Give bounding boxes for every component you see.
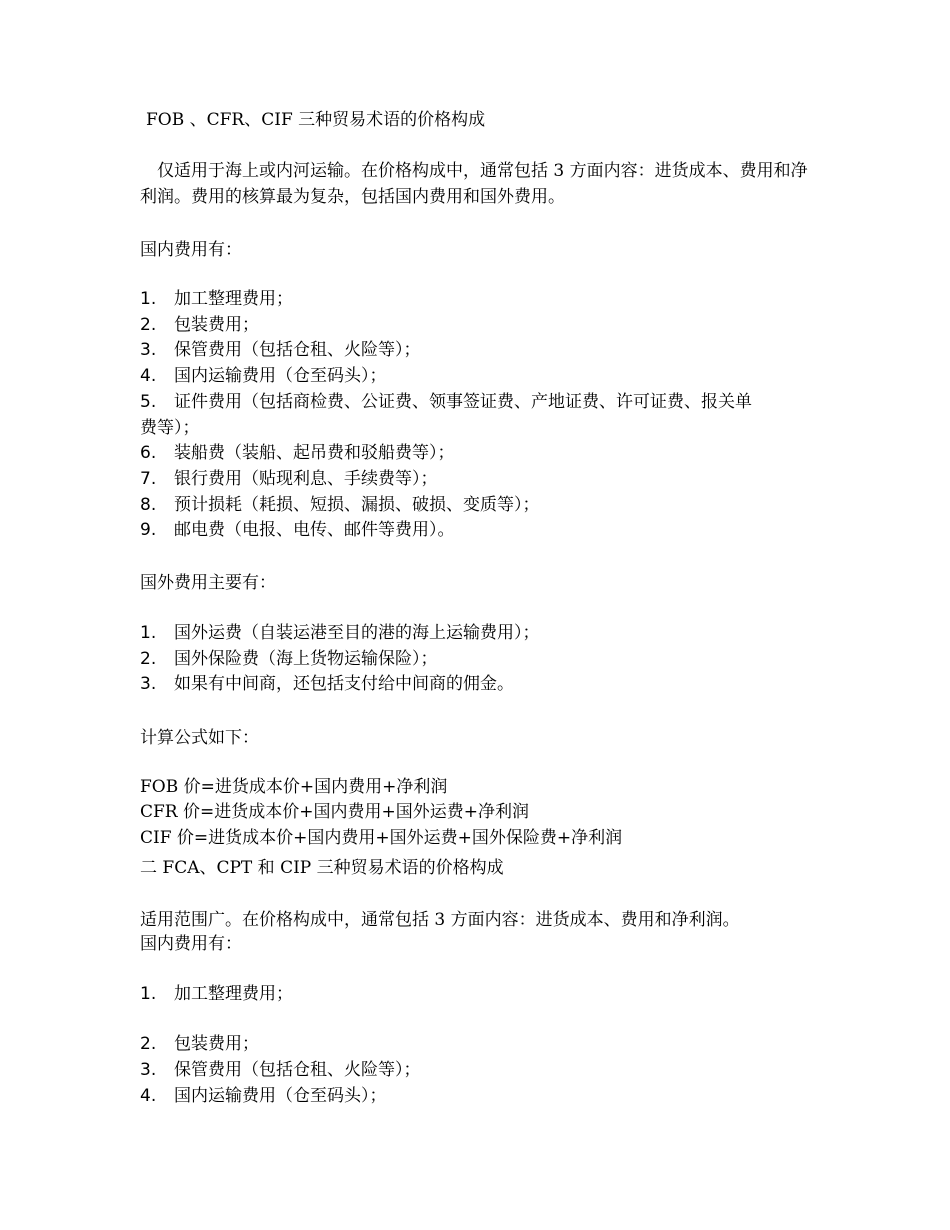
list-item bbox=[140, 337, 820, 363]
list-text: 保管费用（包括仓租、火险等）； bbox=[174, 340, 421, 360]
list-item-continuation bbox=[140, 415, 820, 441]
document-title: FOB 、CFR、CIF 三种贸易术语的价格构成 bbox=[146, 110, 486, 130]
section2-title: 二 FCA、CPT 和 CIP 三种贸易术语的价格构成 bbox=[140, 858, 504, 878]
list-text: 如果有中间商，还包括支付给中间商的佣金。 bbox=[174, 674, 514, 694]
list-text: 加工整理费用； bbox=[174, 289, 293, 309]
list-item bbox=[140, 466, 820, 492]
list-number: 6. bbox=[140, 443, 157, 463]
list-text: 邮电费（电报、电传、邮件等费用）。 bbox=[174, 520, 455, 540]
list-text: 加工整理费用； bbox=[174, 984, 293, 1004]
list-item bbox=[140, 286, 820, 312]
list-item bbox=[140, 1083, 820, 1109]
intro-paragraph: 仅适用于海上或内河运输。在价格构成中，通常包括 3 方面内容：进货成本、费用和净利润。费用的核算最为复杂，包括国内费用和国外费用。 bbox=[140, 161, 808, 207]
list-number: 1. bbox=[140, 623, 157, 643]
list-number: 5. bbox=[140, 392, 157, 412]
list-text: 包装费用； bbox=[174, 1034, 259, 1054]
list-text: 国内运输费用（仓至码头）； bbox=[174, 366, 387, 386]
list-text: 预计损耗（耗损、短损、漏损、破损、变质等）； bbox=[174, 495, 540, 515]
list-text: 国外保险费（海上货物运输保险）； bbox=[174, 649, 438, 669]
list-item bbox=[140, 363, 820, 389]
list-text: 银行费用（贴现利息、手续费等）； bbox=[174, 469, 438, 489]
formula-heading: 计算公式如下： bbox=[140, 728, 259, 748]
list-text: 证件费用（包括商检费、公证费、领事签证费、产地证费、许可证费、报关单 bbox=[174, 392, 752, 412]
list-item bbox=[140, 646, 820, 672]
list-number: 3. bbox=[140, 340, 157, 360]
list-item bbox=[140, 517, 820, 543]
list-number: 3. bbox=[140, 1060, 157, 1080]
list-item bbox=[140, 492, 820, 518]
list-item bbox=[140, 620, 820, 646]
list-item bbox=[140, 981, 820, 1007]
list-text: 费等）； bbox=[140, 418, 200, 438]
foreign-heading: 国外费用主要有： bbox=[140, 573, 276, 593]
list-number: 1. bbox=[140, 984, 157, 1004]
list-text: 国外运费（自装运港至目的港的海上运输费用）； bbox=[174, 623, 540, 643]
list-number: 7. bbox=[140, 469, 157, 489]
list-item bbox=[140, 312, 820, 338]
list-item bbox=[140, 671, 820, 697]
list-text: 国内运输费用（仓至码头）； bbox=[174, 1086, 387, 1106]
list-number: 1. bbox=[140, 289, 157, 309]
list-item bbox=[140, 1057, 820, 1083]
list-number: 9. bbox=[140, 520, 157, 540]
domestic-heading: 国内费用有： bbox=[140, 240, 242, 260]
list-number: 2. bbox=[140, 649, 157, 669]
section2-domestic-heading: 国内费用有： bbox=[140, 934, 242, 954]
list-item bbox=[140, 440, 820, 466]
list-text: 保管费用（包括仓租、火险等）； bbox=[174, 1060, 421, 1080]
list-number: 4. bbox=[140, 366, 157, 386]
list-number: 4. bbox=[140, 1086, 157, 1106]
list-number: 8. bbox=[140, 495, 157, 515]
list-number: 2. bbox=[140, 315, 157, 335]
list-number: 2. bbox=[140, 1034, 157, 1054]
list-number: 3. bbox=[140, 674, 157, 694]
formula-fob: FOB 价=进货成本价+国内费用+净利润 bbox=[140, 777, 448, 797]
formula-cfr: CFR 价=进货成本价+国内费用+国外运费+净利润 bbox=[140, 802, 529, 822]
list-item bbox=[140, 389, 820, 415]
list-item bbox=[140, 1031, 820, 1057]
section2-intro: 适用范围广。在价格构成中，通常包括 3 方面内容：进货成本、费用和净利润。 bbox=[140, 910, 740, 930]
list-text: 装船费（装船、起吊费和驳船费等）； bbox=[174, 443, 455, 463]
formula-cif: CIF 价=进货成本价+国内费用+国外运费+国外保险费+净利润 bbox=[140, 828, 623, 848]
list-text: 包装费用； bbox=[174, 315, 259, 335]
